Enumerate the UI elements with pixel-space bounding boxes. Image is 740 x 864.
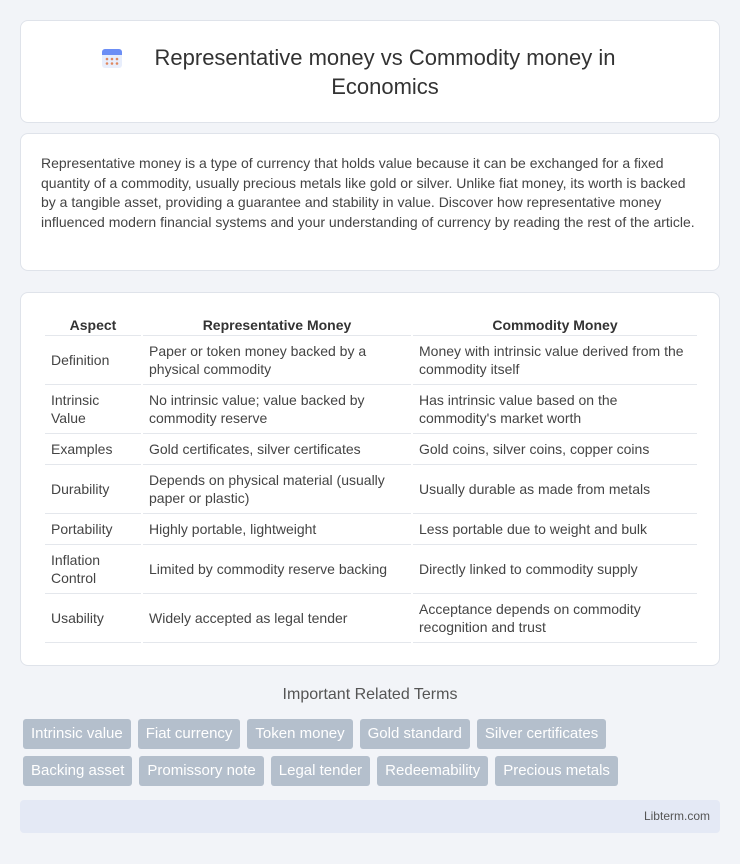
row-commodity: Gold coins, silver coins, copper coins — [413, 434, 697, 465]
table-row — [45, 514, 697, 545]
tag-promissory-note[interactable]: Promissory note — [139, 756, 263, 786]
table-row — [45, 545, 697, 594]
row-commodity: Less portable due to weight and bulk — [413, 514, 697, 545]
row-representative: Highly portable, lightweight — [143, 514, 411, 545]
row-representative: Paper or token money backed by a physical commodity — [143, 336, 411, 385]
header-commodity: Commodity Money — [413, 311, 697, 336]
tag-backing-asset[interactable]: Backing asset — [23, 756, 132, 786]
row-representative: Limited by commodity reserve backing — [143, 545, 411, 594]
tag-row — [23, 719, 723, 749]
footer — [20, 800, 720, 833]
intro-paragraph: Representative money is a type of currency that holds value because it can be exchanged for a fixed quantity of a commodity, usually precious metals like gold or silver. Unlike fiat money, its worth is backed by a tangible asset, providing a guarantee and stability in value. Discover how representative money influenced modern financial systems and your understanding of currency by reading the rest of the article. — [41, 155, 695, 230]
table-row — [45, 336, 697, 385]
tag-redeemability[interactable]: Redeemability — [377, 756, 488, 786]
header-representative: Representative Money — [143, 311, 411, 336]
table-row — [45, 465, 697, 514]
row-commodity: Money with intrinsic value derived from the commodity itself — [413, 336, 697, 385]
row-commodity: Has intrinsic value based on the commodity's market worth — [413, 385, 697, 434]
row-commodity: Usually durable as made from metals — [413, 465, 697, 514]
title-card — [20, 20, 720, 123]
footer-link[interactable]: Libterm.com — [643, 809, 710, 823]
comparison-table — [43, 311, 699, 643]
tag-legal-tender[interactable]: Legal tender — [271, 756, 370, 786]
related-terms-title: Important Related Terms — [282, 686, 458, 703]
tag-fiat-currency[interactable]: Fiat currency — [138, 719, 241, 749]
tag-token-money[interactable]: Token money — [247, 719, 352, 749]
row-aspect: Inflation Control — [45, 545, 141, 594]
table-row — [45, 434, 697, 465]
row-commodity: Acceptance depends on commodity recognition and trust — [413, 594, 697, 643]
row-aspect: Definition — [45, 336, 141, 385]
tag-intrinsic-value[interactable]: Intrinsic value — [23, 719, 131, 749]
tag-row — [23, 756, 723, 786]
row-representative: No intrinsic value; value backed by commodity reserve — [143, 385, 411, 434]
header-aspect: Aspect — [45, 311, 141, 336]
table-header-row — [45, 311, 697, 336]
row-aspect: Portability — [45, 514, 141, 545]
row-aspect: Durability — [45, 465, 141, 514]
tag-gold-standard[interactable]: Gold standard — [360, 719, 470, 749]
tag-precious-metals[interactable]: Precious metals — [495, 756, 618, 786]
table-row — [45, 594, 697, 643]
comparison-card — [20, 292, 720, 666]
page-title: Representative money vs Commodity money in Economics — [154, 45, 616, 99]
row-representative: Widely accepted as legal tender — [143, 594, 411, 643]
table-row — [45, 385, 697, 434]
row-aspect: Intrinsic Value — [45, 385, 141, 434]
row-commodity: Directly linked to commodity supply — [413, 545, 697, 594]
row-aspect: Usability — [45, 594, 141, 643]
related-terms-tags — [23, 719, 723, 793]
row-representative: Depends on physical material (usually paper or plastic) — [143, 465, 411, 514]
intro-card — [20, 133, 720, 271]
row-aspect: Examples — [45, 434, 141, 465]
row-representative: Gold certificates, silver certificates — [143, 434, 411, 465]
tag-silver-certificates[interactable]: Silver certificates — [477, 719, 606, 749]
